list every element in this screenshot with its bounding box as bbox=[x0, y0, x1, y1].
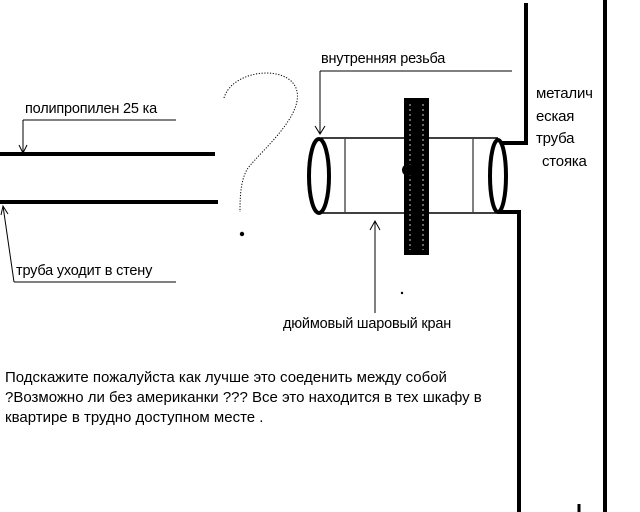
steel-riser-label bbox=[536, 83, 593, 173]
ball-valve-label: дюймовый шаровый кран bbox=[283, 316, 452, 332]
question-line: Подскажите пожалуйста как лучше это соеденить между собой bbox=[5, 369, 447, 386]
polypropylene-label: полипропилен 25 ка bbox=[25, 101, 157, 117]
question-mark-sketch bbox=[224, 73, 297, 236]
steel-riser-label-line: металич bbox=[536, 85, 593, 102]
steel-riser-label-line: еская bbox=[536, 107, 575, 125]
valve-leader bbox=[370, 221, 380, 313]
steel-riser-label-line: стояка bbox=[542, 152, 587, 170]
steel-riser-pipe bbox=[500, 2, 605, 512]
valve-handle bbox=[401, 98, 429, 294]
question-line: ?Возможно ли без американки ??? Все это находится в тех шкафу в bbox=[5, 389, 482, 406]
internal-thread-label: внутренняя резьба bbox=[321, 51, 446, 67]
polypropylene-pipe bbox=[0, 154, 218, 202]
question-line: квартире в трудно доступном месте . bbox=[5, 409, 264, 426]
polypropylene-leader bbox=[19, 120, 176, 153]
steel-riser-label-line: труба bbox=[536, 130, 575, 147]
pipe-into-wall-label: труба уходит в стену bbox=[16, 263, 153, 279]
question-text bbox=[5, 368, 505, 428]
